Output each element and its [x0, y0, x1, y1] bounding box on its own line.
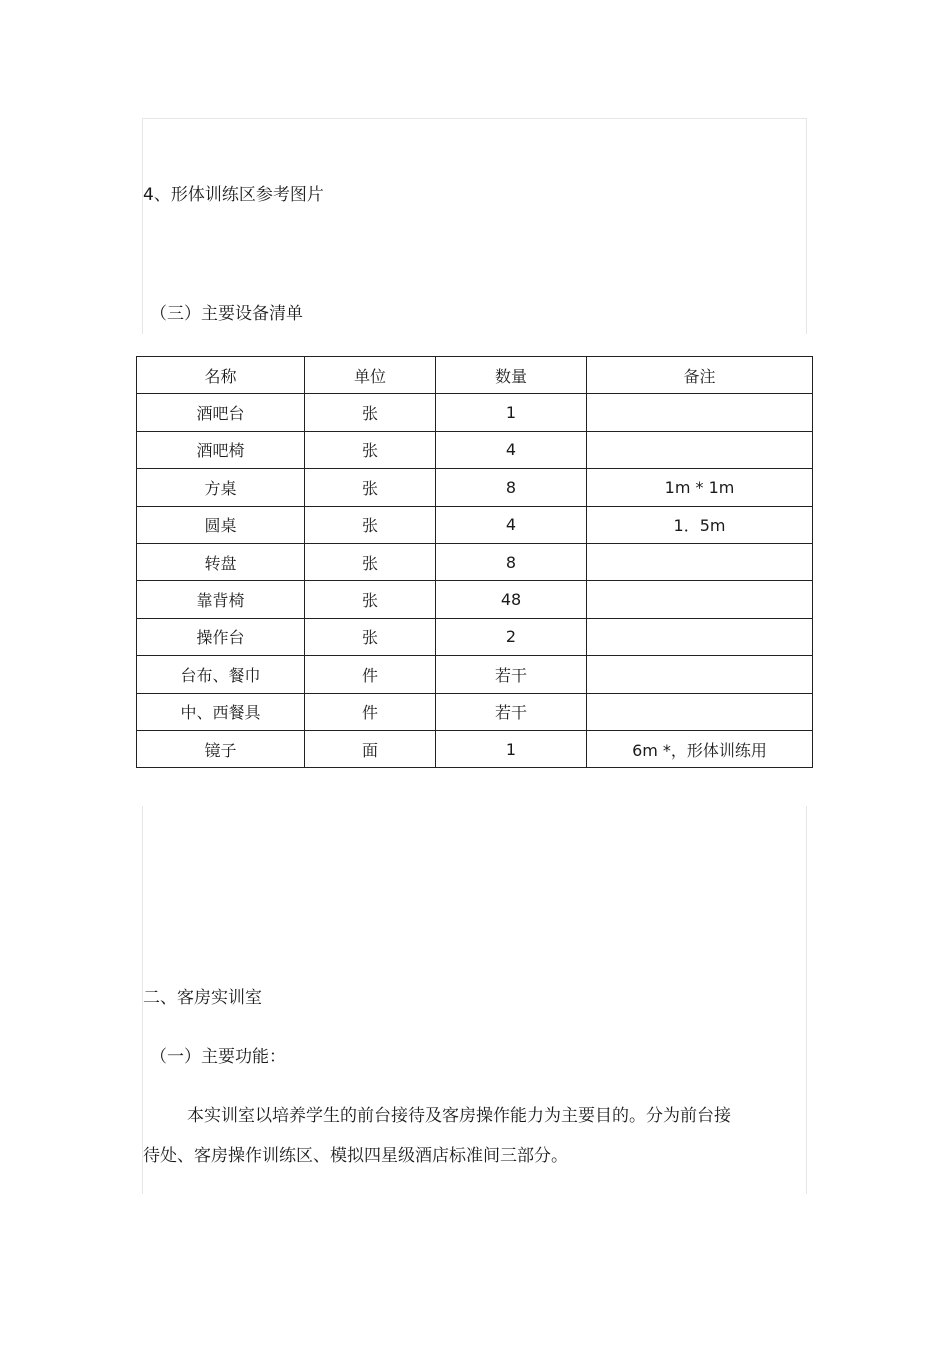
- table-row: [137, 431, 813, 468]
- paragraph-line-2: 待处、客房操作训练区、模拟四星级酒店标准间三部分。: [143, 1146, 568, 1166]
- header-name: 名称: [137, 357, 305, 394]
- section-heading-guest-room-lab: 二、客房实训室: [143, 988, 262, 1008]
- cell-quantity: 1: [436, 730, 587, 767]
- table-row: [137, 469, 813, 506]
- cell-quantity: 4: [436, 506, 587, 543]
- cell-remark: [587, 543, 813, 580]
- header-quantity: 数量: [436, 357, 587, 394]
- cell-name: 台布、餐巾: [137, 656, 305, 693]
- cell-remark: 1m * 1m: [587, 469, 813, 506]
- cell-unit: 件: [305, 693, 436, 730]
- cell-remark: [587, 394, 813, 431]
- cell-name: 酒吧椅: [137, 431, 305, 468]
- cell-name: 方桌: [137, 469, 305, 506]
- cell-unit: 张: [305, 506, 436, 543]
- cell-unit: 件: [305, 656, 436, 693]
- cell-unit: 张: [305, 581, 436, 618]
- cell-quantity: 2: [436, 618, 587, 655]
- cell-unit: 张: [305, 543, 436, 580]
- cell-remark: 6m *，形体训练用: [587, 730, 813, 767]
- table-row: [137, 730, 813, 767]
- cell-unit: 张: [305, 394, 436, 431]
- cell-unit: 面: [305, 730, 436, 767]
- cell-remark: [587, 656, 813, 693]
- cell-quantity: 48: [436, 581, 587, 618]
- cell-remark: 1．5m: [587, 506, 813, 543]
- cell-name: 圆桌: [137, 506, 305, 543]
- table-row: [137, 618, 813, 655]
- cell-name: 靠背椅: [137, 581, 305, 618]
- cell-remark: [587, 431, 813, 468]
- cell-quantity: 8: [436, 543, 587, 580]
- subsection-heading-main-function: （一）主要功能：: [150, 1047, 286, 1067]
- equipment-table: [136, 356, 813, 768]
- cell-quantity: 若干: [436, 693, 587, 730]
- cell-name: 转盘: [137, 543, 305, 580]
- cell-remark: [587, 618, 813, 655]
- cell-name: 酒吧台: [137, 394, 305, 431]
- cell-quantity: 1: [436, 394, 587, 431]
- section-heading-4: 4、形体训练区参考图片: [143, 185, 324, 205]
- cell-quantity: 4: [436, 431, 587, 468]
- header-unit: 单位: [305, 357, 436, 394]
- cell-quantity: 若干: [436, 656, 587, 693]
- cell-remark: [587, 581, 813, 618]
- cell-name: 中、西餐具: [137, 693, 305, 730]
- cell-name: 镜子: [137, 730, 305, 767]
- table-row: [137, 506, 813, 543]
- table-row: [137, 543, 813, 580]
- table-header-row: [137, 357, 813, 394]
- cell-unit: 张: [305, 431, 436, 468]
- cell-remark: [587, 693, 813, 730]
- cell-unit: 张: [305, 469, 436, 506]
- header-remark: 备注: [587, 357, 813, 394]
- paragraph-line-1: 本实训室以培养学生的前台接待及客房操作能力为主要目的。分为前台接: [187, 1106, 731, 1126]
- table-row: [137, 656, 813, 693]
- cell-name: 操作台: [137, 618, 305, 655]
- cell-unit: 张: [305, 618, 436, 655]
- cell-quantity: 8: [436, 469, 587, 506]
- table-row: [137, 581, 813, 618]
- table-row: [137, 394, 813, 431]
- section-heading-equipment-list: （三）主要设备清单: [150, 304, 303, 324]
- table-row: [137, 693, 813, 730]
